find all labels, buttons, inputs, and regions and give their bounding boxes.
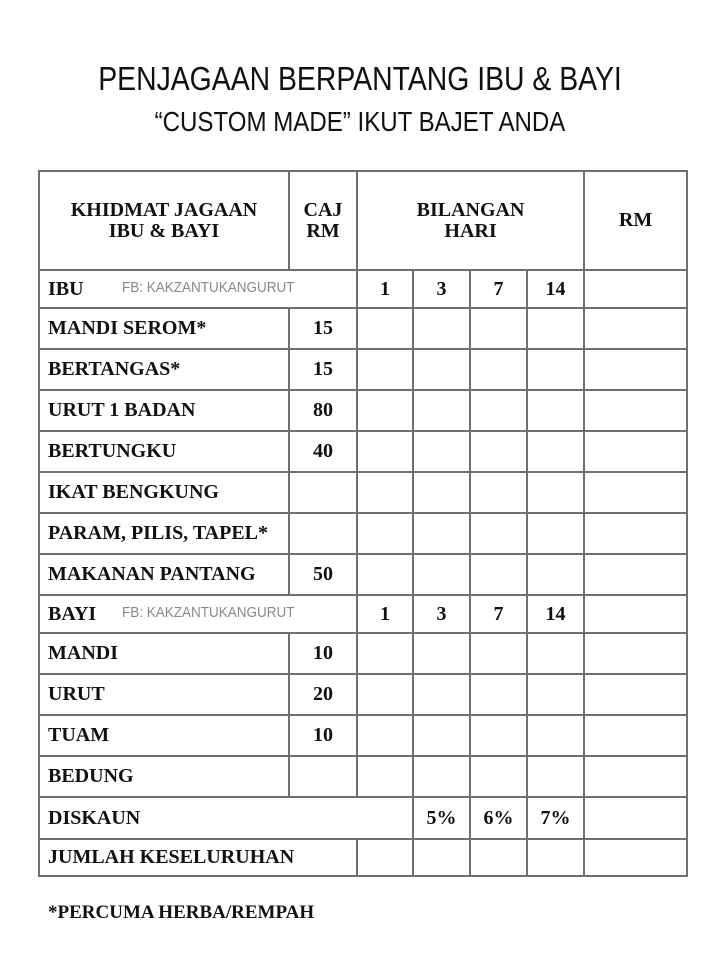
section-row-bayi [39,595,687,633]
day-cell[interactable] [527,554,584,595]
header-total: RM [584,171,687,270]
day-cell[interactable] [413,513,470,554]
day-cell[interactable] [527,756,584,797]
service-charge [289,513,357,554]
service-name: BERTUNGKU [39,431,289,472]
day-cell[interactable] [527,431,584,472]
service-name: URUT [39,674,289,715]
total-cell [584,270,687,308]
table-row [39,715,687,756]
service-name: MANDI [39,633,289,674]
total-cell[interactable] [584,390,687,431]
day-cell[interactable] [470,633,527,674]
day-cell[interactable] [357,513,413,554]
day-option: 14 [527,595,584,633]
service-name: MANDI SEROM* [39,308,289,349]
table-row [39,390,687,431]
service-charge: 80 [289,390,357,431]
day-cell[interactable] [413,308,470,349]
service-charge: 15 [289,349,357,390]
total-cell[interactable] [584,472,687,513]
day-cell[interactable] [527,308,584,349]
day-cell[interactable] [413,633,470,674]
day-cell[interactable] [470,674,527,715]
discount-value: 7% [527,797,584,839]
day-option: 3 [413,595,470,633]
service-name: PARAM, PILIS, TAPEL* [39,513,289,554]
day-cell[interactable] [470,554,527,595]
header-service: KHIDMAT JAGAAN IBU & BAYI [39,171,289,270]
day-cell[interactable] [357,308,413,349]
footnote: *PERCUMA HERBA/REMPAH [48,902,315,923]
day-cell[interactable] [413,756,470,797]
watermark-text: FB: KAKZANTUKANGURUT [122,279,295,296]
header-days: BILANGAN HARI [357,171,584,270]
day-cell[interactable] [527,633,584,674]
day-cell[interactable] [527,715,584,756]
day-cell[interactable] [470,308,527,349]
day-option: 7 [470,595,527,633]
table-row [39,554,687,595]
section-row-ibu [39,270,687,308]
total-cell[interactable] [584,633,687,674]
table-row [39,513,687,554]
discount-value: 5% [413,797,470,839]
watermark-text: FB: KAKZANTUKANGURUT [122,604,295,621]
table-row [39,308,687,349]
day-option: 1 [357,270,413,308]
day-cell[interactable] [527,839,584,876]
service-name: TUAM [39,715,289,756]
service-name: BEDUNG [39,756,289,797]
day-cell[interactable] [470,472,527,513]
service-name: IKAT BENGKUNG [39,472,289,513]
day-cell[interactable] [357,431,413,472]
day-cell[interactable] [357,349,413,390]
total-cell[interactable] [584,797,687,839]
page-title: PENJAGAAN BERPANTANG IBU & BAYI [98,60,622,97]
day-cell[interactable] [470,431,527,472]
total-cell[interactable] [584,756,687,797]
day-cell[interactable] [470,756,527,797]
discount-value: 6% [470,797,527,839]
day-cell[interactable] [470,715,527,756]
day-cell[interactable] [413,472,470,513]
day-cell[interactable] [527,349,584,390]
table-row [39,633,687,674]
table-row [39,349,687,390]
day-cell[interactable] [413,349,470,390]
table-row [39,674,687,715]
day-cell[interactable] [470,349,527,390]
service-charge: 20 [289,674,357,715]
day-cell[interactable] [527,472,584,513]
day-option: 3 [413,270,470,308]
day-cell[interactable] [413,839,470,876]
total-cell[interactable] [584,715,687,756]
total-cell[interactable] [584,513,687,554]
day-cell[interactable] [413,715,470,756]
day-cell[interactable] [470,513,527,554]
day-cell[interactable] [357,554,413,595]
day-cell[interactable] [413,390,470,431]
service-name: MAKANAN PANTANG [39,554,289,595]
day-option: 14 [527,270,584,308]
total-cell[interactable] [584,554,687,595]
section-label-bayi: BAYI FB: KAKZANTUKANGURUT [39,595,357,633]
day-cell[interactable] [413,431,470,472]
table-row [39,472,687,513]
service-charge: 10 [289,715,357,756]
service-charge [289,472,357,513]
discount-row [39,797,687,839]
day-cell[interactable] [527,674,584,715]
grand-total-label: JUMLAH KESELURUHAN [39,839,357,876]
service-name: URUT 1 BADAN [39,390,289,431]
day-cell[interactable] [357,839,413,876]
service-charge [289,756,357,797]
service-name: BERTANGAS* [39,349,289,390]
day-cell[interactable] [357,715,413,756]
header-charge: CAJ RM [289,171,357,270]
day-option: 7 [470,270,527,308]
discount-label: DISKAUN [39,797,413,839]
table-row [39,756,687,797]
total-cell[interactable] [584,308,687,349]
total-cell[interactable] [584,349,687,390]
day-cell[interactable] [527,390,584,431]
total-cell [584,595,687,633]
grand-total-row [39,839,687,876]
day-cell[interactable] [357,756,413,797]
section-label-ibu: IBU FB: KAKZANTUKANGURUT [39,270,357,308]
day-cell[interactable] [470,839,527,876]
price-table [38,170,688,877]
total-cell[interactable] [584,674,687,715]
day-cell[interactable] [357,472,413,513]
service-charge: 50 [289,554,357,595]
day-cell[interactable] [357,390,413,431]
total-cell[interactable] [584,431,687,472]
day-cell[interactable] [470,390,527,431]
service-charge: 15 [289,308,357,349]
day-cell[interactable] [357,674,413,715]
table-row [39,431,687,472]
day-cell[interactable] [357,633,413,674]
day-cell[interactable] [413,554,470,595]
service-charge: 40 [289,431,357,472]
page-subtitle: “CUSTOM MADE” IKUT BAJET ANDA [154,106,566,137]
service-charge: 10 [289,633,357,674]
day-cell[interactable] [413,674,470,715]
day-cell[interactable] [527,513,584,554]
day-option: 1 [357,595,413,633]
grand-total-value[interactable] [584,839,687,876]
table-header-row [39,171,687,270]
